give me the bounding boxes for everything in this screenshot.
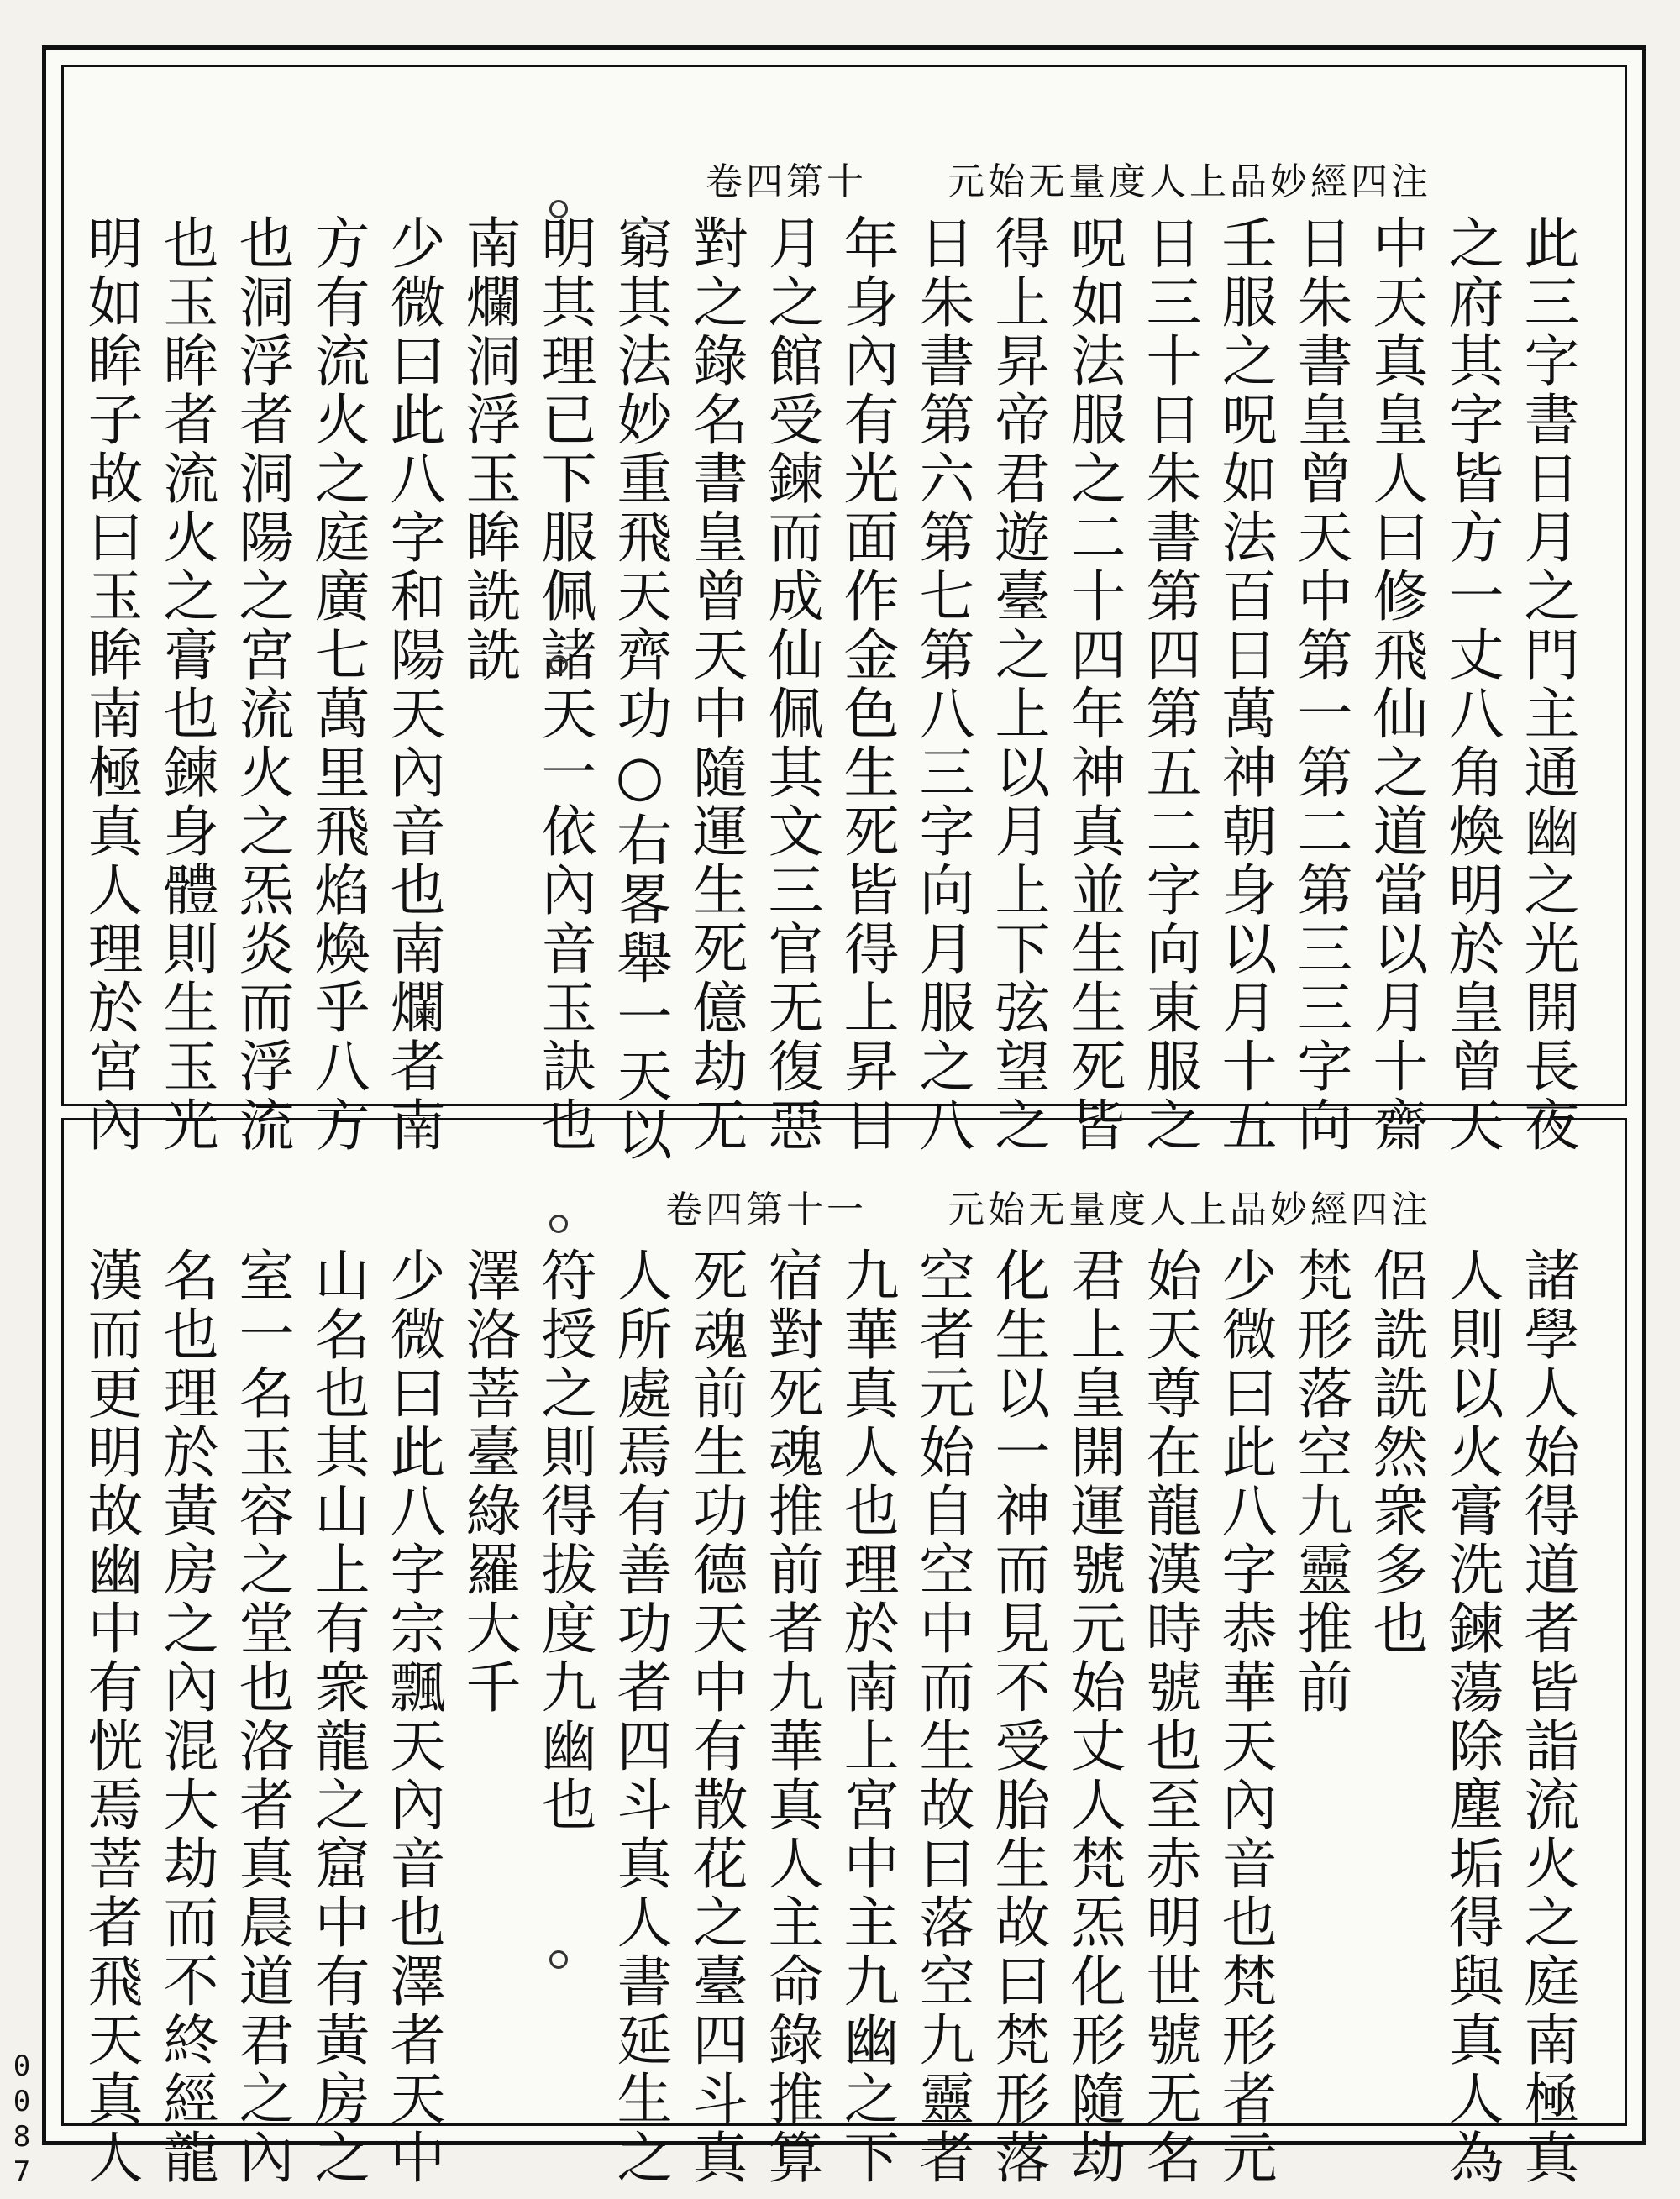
text-column: 諸學人始得道者皆詣流火之庭南極真 [1515,1246,1579,2187]
text-column: 人所處焉有善功者四斗真人書延生之 [607,1246,672,2187]
punctuation-circle [549,655,568,674]
text-column: 呪如法服之二十四年神真並生生死皆 [1061,214,1126,1155]
punctuation-circle [549,1950,568,1969]
text-column: 死魂前生功德天中有散花之臺四斗真 [683,1246,748,2187]
text-column: 年身內有光面作金色生死皆得上昇日 [834,214,899,1155]
text-column: 侶詵詵然衆多也 [1363,1246,1428,1658]
bottom-body-text [72,1246,1584,2187]
text-column: 日朱書皇曾天中第一第二第三三字向 [1288,214,1352,1155]
page-frame [42,45,1646,2187]
text-column: 南爛洞浮玉眸詵詵 [456,214,521,685]
text-column: 也洞浮者洞陽之宮流火之炁炎而浮流 [229,214,294,1155]
text-column: 日三十日朱書第四第五二字向東服之 [1137,214,1201,1155]
text-column: 月之館受鍊而成仙佩其文三官无復惡 [759,214,823,1155]
top-header-title: 元始无量度人上品妙經四注 [948,160,1431,203]
text-column: 少微曰此八字恭華天內音也梵形者元 [1212,1246,1277,2187]
top-panel [61,65,1627,1164]
text-column: 得上昇帝君遊臺之上以月上下弦望之 [985,214,1050,1155]
text-column: 之府其字皆方一丈八角煥明於皇曾天 [1439,214,1504,1155]
punctuation-circle [549,1215,568,1233]
top-body-text [72,214,1584,1164]
text-column: 對之錄名書皇曾天中隨運生死億劫无 [683,214,748,1155]
text-column: 九華真人也理於南上宮中主九幽之下 [834,1246,899,2187]
text-column: 宿對死魂推前者九華真人主命錄推算 [759,1246,823,2187]
text-column: 中天真皇人曰修飛仙之道當以月十齋 [1363,214,1428,1155]
text-column: 窮其法妙重飛天齊功○右畧舉一天以 [607,214,672,1164]
bottom-panel [61,1118,1627,2187]
text-column: 明其理已下服佩諸天一依內音玉訣也 [532,214,596,1155]
text-column: 此三字書日月之門主通幽之光開長夜 [1515,214,1579,1155]
top-header-chapter: 卷四第十 [706,160,867,203]
top-header [706,151,1431,205]
text-column: 梵形落空九靈推前 [1288,1246,1352,1717]
text-column: 始天尊在龍漢時號也至赤明世號无名 [1137,1246,1201,2187]
text-column: 漢而更明故幽中有恍焉菩者飛天真人 [78,1246,143,2187]
bottom-header-title: 元始无量度人上品妙經四注 [948,1189,1431,1231]
text-column: 少微曰此八字宗飄天內音也澤者天中 [381,1246,445,2187]
text-column: 室一名玉容之堂也洛者真晨道君之內 [229,1246,294,2187]
text-column: 名也理於黃房之內混大劫而不終經龍 [154,1246,218,2187]
text-column: 日朱書第六第七第八三字向月服之八 [910,214,974,1155]
text-column: 澤洛菩臺綠羅大千 [456,1246,521,1717]
text-column: 化生以一神而見不受胎生故曰梵形落 [985,1246,1050,2187]
text-column: 少微曰此八字和陽天內音也南爛者南 [381,214,445,1155]
text-column: 君上皇開運號元始丈人梵炁化形隨劫 [1061,1246,1126,2187]
text-column: 符授之則得拔度九幽也 [532,1246,596,1834]
text-column: 山名也其山上有衆龍之窟中有黃房之 [305,1246,370,2187]
punctuation-circle [549,200,568,218]
text-column: 人則以火膏洗鍊蕩除塵垢得與真人為 [1439,1246,1504,2187]
text-column: 明如眸子故曰玉眸南極真人理於宮內 [78,214,143,1155]
text-column: 也玉眸者流火之膏也鍊身體則生玉光 [154,214,218,1155]
page-number: 0087 [5,2049,39,2191]
text-column: 空者元始自空中而生故曰落空九靈者 [910,1246,974,2187]
text-column: 壬服之呪如法百日萬神朝身以月十五 [1212,214,1277,1155]
text-column: 方有流火之庭廣七萬里飛焰煥乎八方 [305,214,370,1155]
bottom-header-chapter: 卷四第十一 [665,1189,867,1231]
bottom-header [665,1179,1431,1233]
